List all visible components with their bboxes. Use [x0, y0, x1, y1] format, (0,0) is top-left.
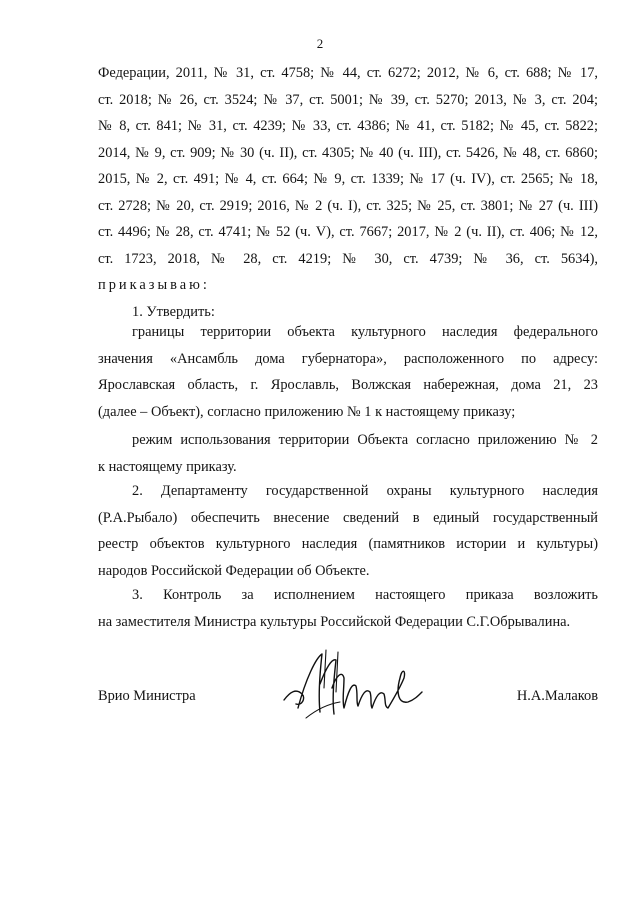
page-number: 2: [316, 36, 324, 51]
text-line: 3. Контроль за исполнением настоящего приказа возложить: [132, 587, 598, 603]
handwritten-signature: [276, 648, 426, 730]
text-line: режим использования территории Объекта согласно приложению № 2: [132, 432, 598, 448]
text-line: ст. 2728; № 20, ст. 2919; 2016, № 2 (ч. I), ст. 325; № 25, ст. 3801; № 27 (ч. III): [98, 197, 598, 214]
legal-references-paragraph: [98, 60, 598, 325]
text-line: значения «Ансамбль дома губернатора», расположенного по адресу:: [98, 350, 598, 367]
text-line: Федерации, 2011, № 31, ст. 4758; № 44, ст. 6272; 2012, № 6, ст. 688; № 17,: [98, 65, 598, 81]
item-1-title: 1. Утвердить:: [132, 303, 215, 320]
item-1-bounds-paragraph: [98, 319, 598, 425]
text-line: реестр объектов культурного наследия (памятников истории и культуры): [98, 536, 598, 552]
text-line: ст. 2018; № 26, ст. 3524; № 37, ст. 5001; № 39, ст. 5270; 2013, № 3, ст. 204;: [98, 91, 598, 108]
text-line: границы территории объекта культурного наследия федерального: [132, 324, 598, 340]
text-line: 2014, № 9, ст. 909; № 30 (ч. II), ст. 4305; № 40 (ч. III), ст. 5426, № 48, ст. 6860;: [98, 144, 598, 161]
text-line: ст. 4496; № 28, ст. 4741; № 52 (ч. V), ст. 7667; 2017, № 2 (ч. II), ст. 406; № 12,: [98, 224, 598, 240]
signatory-name: Н.А.Малаков: [516, 688, 598, 704]
item-2-paragraph: [98, 478, 598, 584]
item-3-paragraph: [98, 582, 598, 635]
text-line: на заместителя Министра культуры Российской Федерации С.Г.Обрывалина.: [98, 613, 571, 630]
text-line: 2015, № 2, ст. 491; № 4, ст. 664; № 9, ст. 1339; № 17 (ч. IV), ст. 2565; № 18,: [98, 171, 598, 187]
text-line: ст. 1723, 2018, № 28, ст. 4219; № 30, ст. 4739; № 36, ст. 5634),: [98, 250, 598, 267]
text-line: Ярославская область, г. Ярославль, Волжская набережная, дома 21, 23: [98, 377, 598, 393]
text-line: 2. Департаменту государственной охраны культурного наследия: [132, 483, 598, 499]
item-1-regime-paragraph: [98, 427, 598, 480]
text-line: к настоящему приказу.: [98, 458, 237, 475]
order-word: приказываю:: [98, 277, 210, 293]
text-line: (Р.А.Рыбало) обеспечить внесение сведений в единый государственный: [98, 509, 598, 526]
text-line: (далее – Объект), согласно приложению № 1 к настоящему приказу;: [98, 403, 516, 420]
text-line: народов Российской Федерации об Объекте.: [98, 562, 370, 579]
signatory-title: Врио Министра: [98, 688, 196, 704]
text-line: № 8, ст. 841; № 31, ст. 4239; № 33, ст. 4386; № 41, ст. 5182; № 45, ст. 5822;: [98, 118, 598, 134]
